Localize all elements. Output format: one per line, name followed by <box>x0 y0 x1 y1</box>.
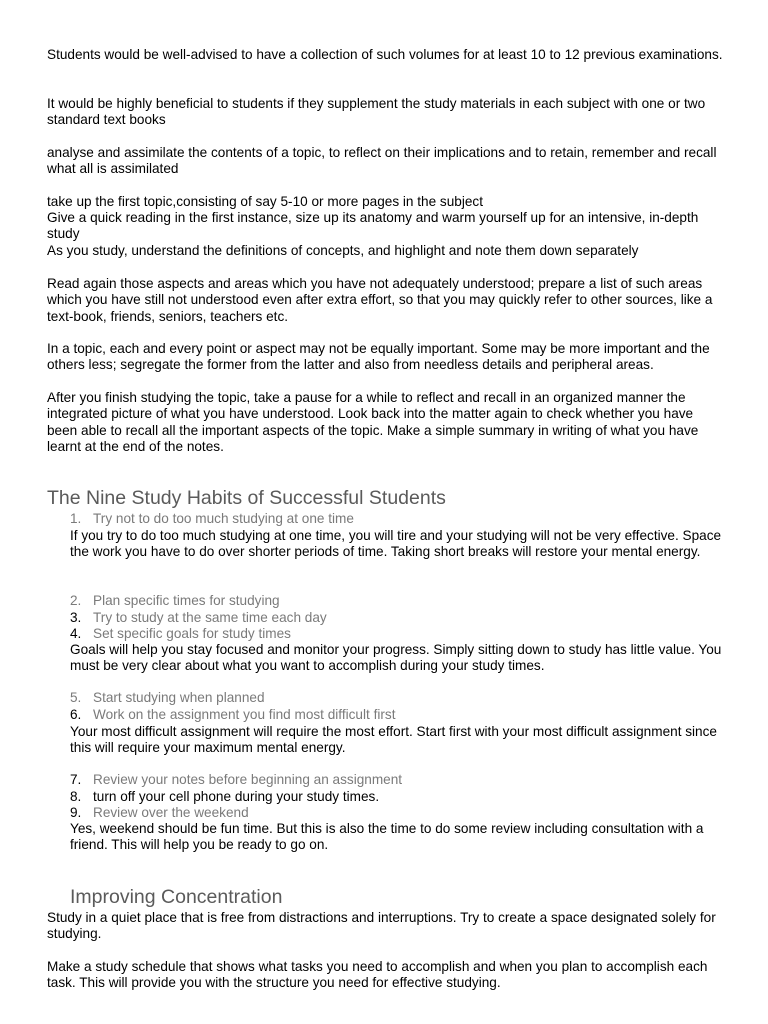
habit-number: 7. <box>70 772 82 787</box>
habit-number: 3. <box>70 610 82 625</box>
habit-number: 8. <box>70 789 82 804</box>
intro-paragraph-1: Students would be well-advised to have a collection of such volumes for at least 10 to 12 previous examinations. <box>47 47 723 62</box>
habit-text: Plan specific times for studying <box>93 593 280 608</box>
intro-paragraph-4-line-1: take up the first topic,consisting of say 5-10 or more pages in the subject <box>47 194 483 209</box>
habit-9-description: Yes, weekend should be fun time. But this is also the time to do some review including consultation with a friend. This will help you be ready to go on. <box>70 821 704 853</box>
intro-paragraph-4-line-3: As you study, understand the definitions of concepts, and highlight and note them down separately <box>47 243 639 258</box>
intro-paragraph-3: analyse and assimilate the contents of a topic, to reflect on their implications and to retain, remember and recall what all is assimilated <box>47 145 717 177</box>
concentration-heading: Improving Concentration <box>70 886 283 908</box>
intro-paragraph-4-line-2: Give a quick reading in the first instance, size up its anatomy and warm yourself up for an intensive, in-depth study <box>47 210 699 242</box>
habit-number: 9. <box>70 805 82 820</box>
habit-text: Try to study at the same time each day <box>93 610 327 625</box>
habit-text: Work on the assignment you find most difficult first <box>93 707 396 722</box>
habits-heading: The Nine Study Habits of Successful Students <box>47 487 446 509</box>
habit-item-1 <box>70 511 730 527</box>
habit-1-description: If you try to do too much studying at one time, you will tire and your studying will not be very effective. Space the work you have to do over shorter periods of time. Taking short breaks will restore your mental energy. <box>70 528 722 560</box>
intro-paragraph-6: In a topic, each and every point or aspect may not be equally important. Some may be more important and the others less; segregate the former from the latter and also from needless details and peripheral areas. <box>47 341 710 373</box>
habit-item-3 <box>70 610 730 626</box>
habit-4-description: Goals will help you stay focused and monitor your progress. Simply sitting down to study has little value. You must be very clear about what you want to accomplish during your study times. <box>70 642 722 674</box>
habit-item-5 <box>70 690 730 706</box>
habit-number: 6. <box>70 707 82 722</box>
concentration-paragraph-2: Make a study schedule that shows what tasks you need to accomplish and when you plan to accomplish each task. This will provide you with the structure you need for effective studying. <box>47 959 708 991</box>
habit-text: Review your notes before beginning an assignment <box>93 772 403 787</box>
habit-text: Try not to do too much studying at one time <box>93 511 354 526</box>
habit-text: turn off your cell phone during your study times. <box>93 789 380 804</box>
habit-number: 2. <box>70 593 82 608</box>
habit-text: Review over the weekend <box>93 805 249 820</box>
concentration-paragraph-1: Study in a quiet place that is free from distractions and interruptions. Try to create a space designated solely for studying. <box>47 910 716 942</box>
habit-item-4 <box>70 626 730 642</box>
habit-number: 1. <box>70 511 82 526</box>
intro-paragraph-7: After you finish studying the topic, take a pause for a while to reflect and recall in an organized manner the integrated picture of what you have understood. Look back into the matter again to check whether you have been able to recall all the important aspects of the topic. Make a simple summary in writing of what you have learnt at the end of the notes. <box>47 390 699 454</box>
habit-6-description: Your most difficult assignment will require the most effort. Start first with your most difficult assignment since this will require your maximum mental energy. <box>70 724 717 756</box>
habit-item-7 <box>70 772 730 788</box>
habit-text: Start studying when planned <box>93 690 265 705</box>
habit-item-6 <box>70 707 730 723</box>
habit-text: Set specific goals for study times <box>93 626 291 641</box>
habit-item-2 <box>70 593 730 609</box>
habit-number: 5. <box>70 690 82 705</box>
habit-item-9 <box>70 805 730 821</box>
habit-item-8 <box>70 789 730 805</box>
intro-paragraph-5: Read again those aspects and areas which you have not adequately understood; prepare a list of such areas which you have still not understood even after extra effort, so that you may quickly refer to other sources, like a text-book, friends, seniors, teachers etc. <box>47 276 713 324</box>
intro-paragraph-2: It would be highly beneficial to students if they supplement the study materials in each subject with one or two standard text books <box>47 96 706 128</box>
habit-number: 4. <box>70 626 82 641</box>
